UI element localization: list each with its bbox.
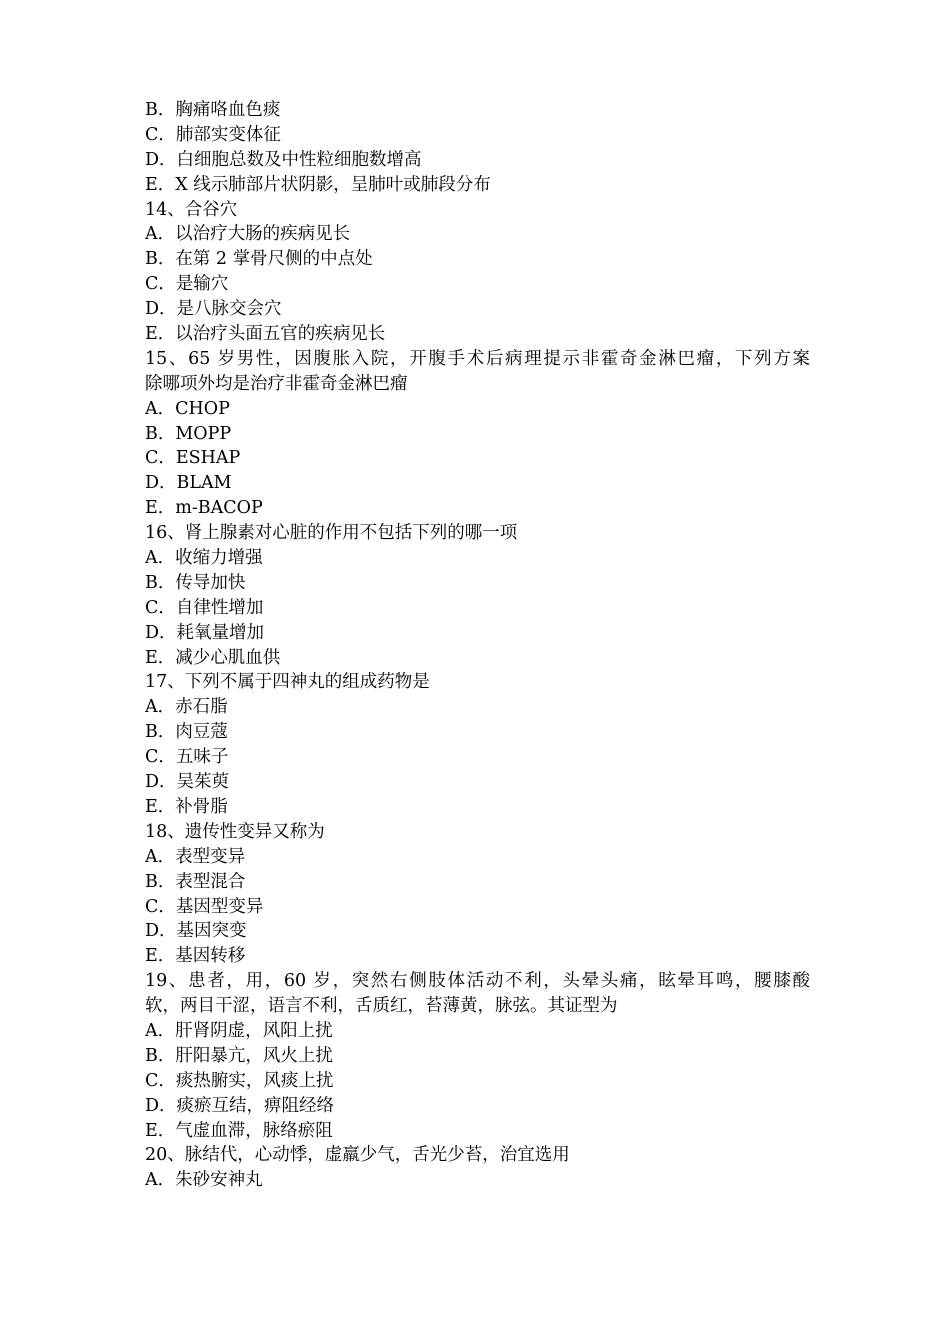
option-line: B．表型混合 [145, 871, 246, 892]
option-line: E．减少心肌血供 [145, 647, 281, 668]
option-line: D．痰瘀互结，痹阻经络 [145, 1095, 335, 1116]
option-line: C．自律性增加 [145, 597, 264, 618]
question-line: 18、遗传性变异又称为 [145, 821, 325, 842]
option-line: C．肺部实变体征 [145, 124, 281, 145]
option-line: E．以治疗头面五官的疾病见长 [145, 324, 386, 345]
question-line: 14、合谷穴 [145, 199, 238, 220]
question-line: 17、下列不属于四神丸的组成药物是 [145, 672, 430, 693]
question-line: 15、65 岁男性，因腹胀入院，开腹手术后病理提示非霍奇金淋巴瘤，下列方案 [145, 348, 810, 369]
option-line: D．是八脉交会穴 [145, 299, 282, 320]
option-line: C．痰热腑实，风痰上扰 [145, 1070, 334, 1091]
question-line: 16、肾上腺素对心脏的作用不包括下列的哪一项 [145, 523, 518, 544]
option-line: A．朱砂安神丸 [145, 1170, 263, 1191]
option-line: A．表型变异 [145, 846, 246, 867]
question-line: 除哪项外均是治疗非霍奇金淋巴瘤 [145, 373, 408, 394]
option-line: E．基因转移 [145, 946, 246, 967]
option-line: A．以治疗大肠的疾病见长 [145, 224, 351, 245]
option-line: B．肝阳暴亢，风火上扰 [145, 1045, 333, 1066]
option-line: A．肝肾阴虚，风阳上扰 [145, 1020, 333, 1041]
option-line: A．CHOP [145, 398, 230, 419]
option-line: D．吴茱萸 [145, 772, 230, 793]
option-line: D．耗氧量增加 [145, 622, 265, 643]
option-line: D．基因突变 [145, 921, 247, 942]
option-line: C．五味子 [145, 747, 229, 768]
option-line: A．收缩力增强 [145, 548, 263, 569]
option-line: E．X 线示肺部片状阴影，呈肺叶或肺段分布 [145, 174, 491, 195]
option-line: B．胸痛咯血色痰 [145, 100, 281, 120]
question-line: 20、脉结代，心动悸，虚羸少气，舌光少苔，治宜选用 [145, 1145, 570, 1166]
question-line: 19、患者，用，60 岁，突然右侧肢体活动不利，头晕头痛，眩晕耳鸣，腰膝酸 [145, 971, 810, 992]
option-line: C．ESHAP [145, 448, 241, 469]
option-line: D．BLAM [145, 473, 232, 494]
option-line: B．MOPP [145, 423, 232, 444]
option-line: E．气虚血滞，脉络瘀阻 [145, 1120, 333, 1141]
option-line: B．肉豆蔻 [145, 722, 228, 743]
question-list [145, 98, 810, 1193]
option-line: B．在第 2 掌骨尺侧的中点处 [145, 249, 373, 270]
option-line: C．基因型变异 [145, 896, 264, 917]
question-line: 软，两目干涩，语言不利，舌质红，苔薄黄，脉弦。其证型为 [145, 996, 618, 1017]
option-line: C．是输穴 [145, 274, 229, 295]
option-line: A．赤石脂 [145, 697, 228, 718]
option-line: B．传导加快 [145, 572, 246, 593]
option-line: E．m-BACOP [145, 498, 263, 519]
option-line: E．补骨脂 [145, 796, 228, 817]
option-line: D．白细胞总数及中性粒细胞数增高 [145, 149, 422, 170]
